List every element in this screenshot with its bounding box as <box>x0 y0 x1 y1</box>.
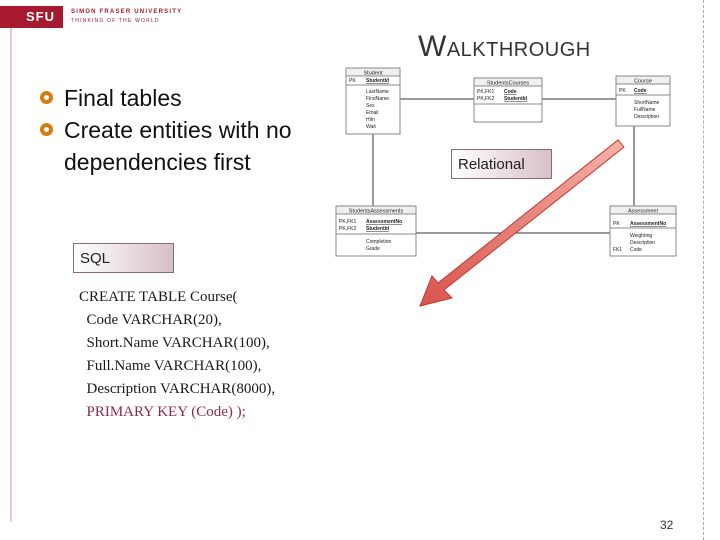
code-line: CREATE TABLE Course( <box>79 289 238 305</box>
slide-title <box>418 30 591 64</box>
bullet-item <box>40 82 320 114</box>
bullet-item <box>40 114 320 178</box>
entity-students-assessments-attr: Completion <box>366 239 392 245</box>
entity-students-assessments-pk: PK,FK1 <box>339 219 357 225</box>
entity-course <box>616 76 670 126</box>
right-decorative-rule <box>703 0 704 540</box>
bullet-icon <box>40 91 53 104</box>
bullet-list <box>40 82 320 178</box>
entity-course-name: Course <box>634 78 652 85</box>
entity-student-attr: Wait <box>366 124 376 130</box>
code-line-primary-key: PRIMARY KEY (Code) ); <box>79 404 246 420</box>
sql-label: SQL <box>73 243 174 273</box>
entity-student-key: StudentId <box>366 78 390 84</box>
slide-title-rest: ALKTHROUGH <box>446 39 591 61</box>
slide-title-initial: W <box>418 30 447 63</box>
sql-code-block <box>79 286 275 424</box>
page-number: 32 <box>660 518 674 532</box>
entity-assessment-attr: Description <box>630 240 656 246</box>
bullet-text: Final tables <box>64 85 182 111</box>
entity-course-pk: PK <box>619 88 626 94</box>
entity-students-assessments-key: AssessmentNo <box>366 219 403 225</box>
entity-assessment-attr: Weighting <box>630 233 653 239</box>
entity-assessment-key: AssessmentNo <box>630 221 667 227</box>
entity-student-attr: Email <box>366 110 379 116</box>
entity-students-courses-pk: PK,FK1 <box>477 89 495 95</box>
code-line: Description VARCHAR(8000), <box>79 381 276 397</box>
entity-student <box>346 68 400 134</box>
entity-assessment-attr: Code <box>630 247 642 253</box>
code-line: Code VARCHAR(20), <box>79 312 222 328</box>
bullet-icon <box>40 123 53 136</box>
entity-students-assessments-pk: PK,FK2 <box>339 226 357 232</box>
logo-abbr: SFU <box>0 6 63 28</box>
entity-students-assessments-attr: Grade <box>366 246 380 252</box>
left-decorative-rule <box>10 22 12 522</box>
entity-student-attr: LastName <box>366 89 389 95</box>
entity-assessment-fk: FK1 <box>613 247 623 253</box>
code-line: Full.Name VARCHAR(100), <box>79 358 262 374</box>
entity-assessment-name: Assessment <box>628 208 658 215</box>
entity-student-attr: FirstName <box>366 96 390 102</box>
entity-students-courses-key: Code <box>504 89 517 95</box>
code-line: Short.Name VARCHAR(100), <box>79 335 270 351</box>
entity-student-attr: Sex <box>366 103 375 109</box>
entity-course-attr: Description <box>634 114 660 120</box>
entity-course-attr: ShortName <box>634 100 660 106</box>
entity-student-pk: PK <box>349 78 356 84</box>
arrow-icon <box>400 130 640 320</box>
relational-label: Relational <box>451 149 552 179</box>
entity-course-key: Code <box>634 88 647 94</box>
entity-assessment-pk: PK <box>613 221 620 227</box>
logo-motto: THINKING OF THE WORLD <box>71 18 160 24</box>
entity-student-name: Student <box>363 70 383 77</box>
university-logo <box>0 6 182 28</box>
logo-text <box>71 8 182 26</box>
entity-students-courses-name: StudentsCourses <box>486 80 530 87</box>
entity-students-courses <box>474 78 542 122</box>
entity-students-courses-key: StudentId <box>504 96 528 102</box>
entity-course-attr: FullName <box>634 107 656 113</box>
entity-students-assessments-key: StudentId <box>366 226 390 232</box>
entity-students-courses-pk: PK,FK2 <box>477 96 495 102</box>
entity-student-attr: HiIn <box>366 117 375 123</box>
logo-name: SIMON FRASER UNIVERSITY <box>71 9 183 15</box>
entity-students-assessments-name: StudentsAssessments <box>348 208 404 215</box>
bullet-text: Create entities with no dependencies first <box>64 117 292 175</box>
